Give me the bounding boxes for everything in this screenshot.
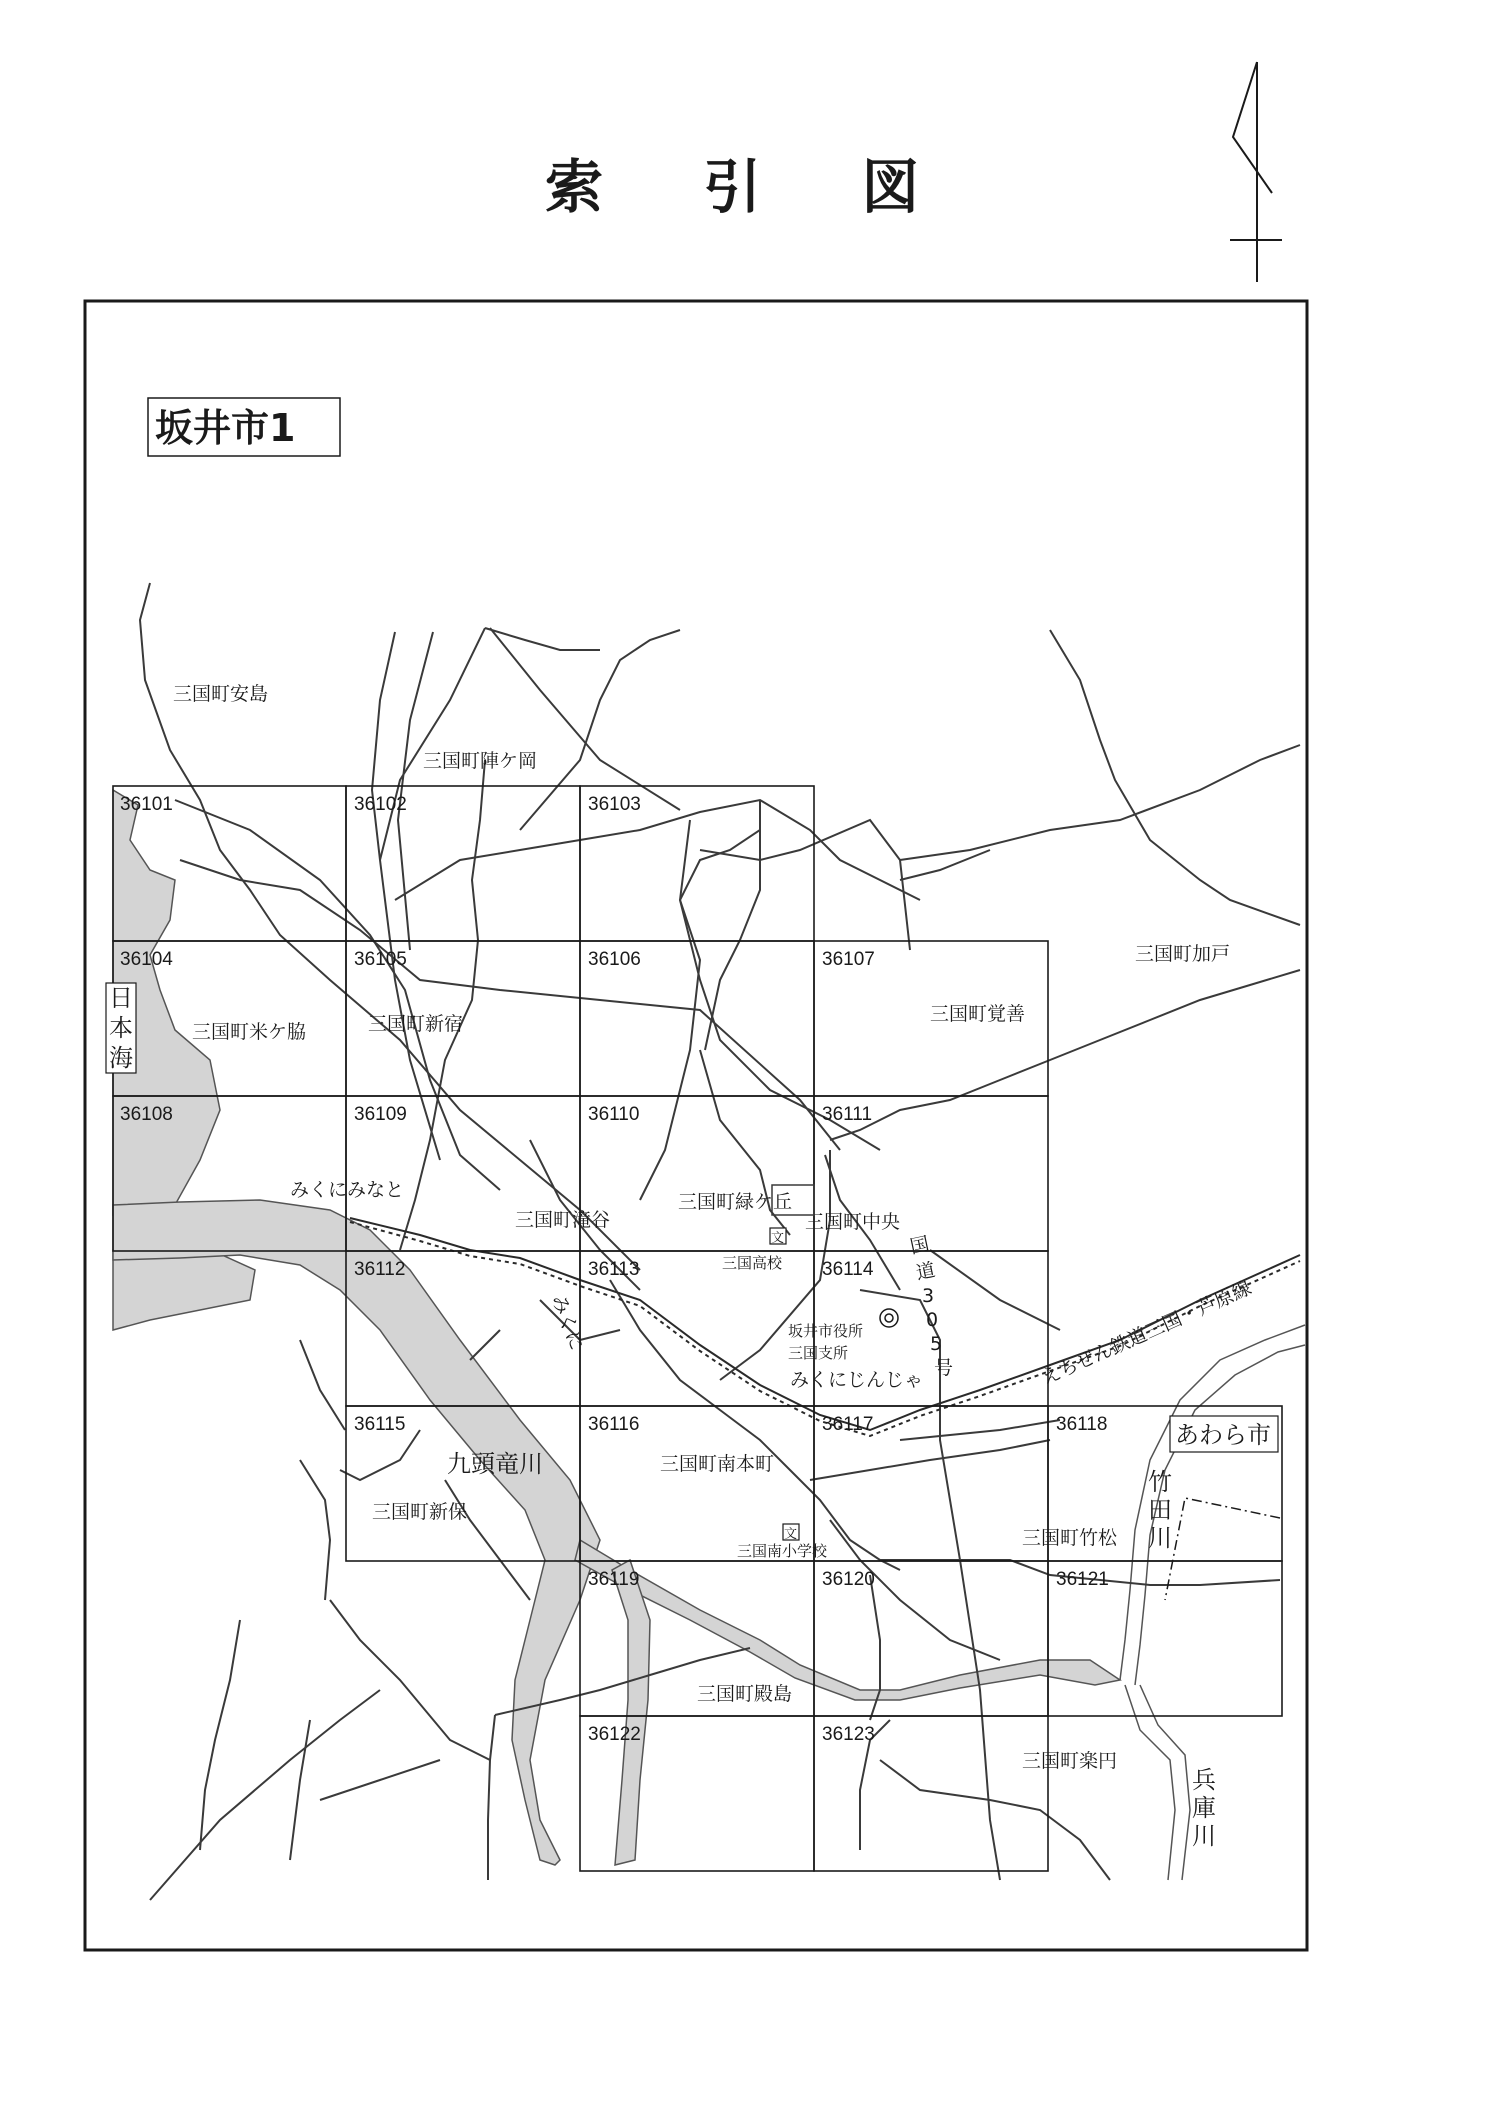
grid-id: 36106 [588,949,641,970]
grid-id: 36101 [120,794,173,815]
river-char: 川 [1192,1822,1216,1850]
river-char: 田 [1148,1496,1172,1524]
neighbor-city-label [1170,1416,1278,1452]
page-title: 索 引 図 [545,153,960,221]
grid-id: 36112 [354,1259,406,1280]
route-char: 3 [922,1285,935,1307]
place-mikuni-high: 三国高校 [722,1254,783,1272]
kuzuryu-channel [575,1540,1120,1700]
school-icon [783,1524,799,1542]
city-name: 坂井市1 [155,406,296,450]
grid-ids [120,794,1109,1745]
river-char: 川 [1148,1524,1172,1552]
place-echizen-line: えちぜん鉄道三国・芦原線 [1038,1276,1255,1390]
grid-id: 36105 [354,949,407,970]
grid-id: 36118 [1056,1414,1108,1435]
place-anto: 三国町安島 [173,683,269,705]
grid-id: 36110 [588,1104,640,1125]
grid-id: 36113 [588,1259,640,1280]
route-char: 号 [934,1357,954,1379]
place-kakuzen: 三国町覚善 [930,1003,1026,1025]
sea-char: 本 [109,1014,133,1042]
south-riverlet [612,1560,650,1865]
grid-id: 36104 [120,949,173,970]
takeda-river-label [1148,1468,1172,1552]
place-kado: 三国町加戸 [1135,943,1231,965]
place-minamihonmachi: 三国町南本町 [660,1453,775,1475]
place-takidani: 三国町滝谷 [515,1209,611,1231]
river-char: 庫 [1192,1794,1216,1822]
place-jingaoka: 三国町陣ケ岡 [423,750,538,772]
river-char: 兵 [1192,1766,1216,1794]
place-mikuni-jinja: みくにじんじゃ [790,1369,924,1391]
route305-label [908,1233,953,1379]
place-mikuni-station: みくに [547,1292,588,1354]
place-shinbo: 三国町新保 [372,1501,468,1523]
grid-id: 36116 [588,1414,640,1435]
grid-id: 36121 [1056,1569,1109,1590]
grid-id: 36107 [822,949,875,970]
sea-char: 日 [109,984,133,1012]
place-rakuen: 三国町楽円 [1022,1750,1118,1772]
north-arrow-icon [1230,62,1282,282]
route-char: 国 [908,1232,932,1259]
route-char: 5 [930,1333,943,1355]
place-kuzuryu: 九頭竜川 [447,1450,543,1478]
grid-id: 36119 [588,1569,640,1590]
place-city-office-2: 三国支所 [788,1344,849,1362]
grid-id: 36122 [588,1724,641,1745]
school-icon [770,1228,786,1246]
place-midorigaoka: 三国町緑ケ丘 [678,1191,793,1213]
sea-char: 海 [109,1044,133,1072]
place-chuo: 三国町中央 [805,1211,901,1233]
place-mikuni-minami-elem: 三国南小学校 [737,1542,828,1560]
grid-id: 36117 [822,1414,874,1435]
route-char: 0 [926,1309,939,1331]
grid-id: 36103 [588,794,641,815]
grid-id: 36123 [822,1724,875,1745]
grid-id: 36102 [354,794,407,815]
school-symbol: 文 [784,1527,798,1542]
route-char: 道 [914,1258,938,1285]
place-city-office-1: 坂井市役所 [788,1322,864,1340]
place-yonegawaki: 三国町米ケ脇 [192,1021,307,1043]
place-takematsu: 三国町竹松 [1022,1527,1118,1549]
grid-id: 36115 [354,1414,406,1435]
sea-label [106,983,136,1073]
grid-id: 36109 [354,1104,407,1125]
map-frame [85,301,1307,1950]
place-shinshuku: 三国町新宿 [368,1013,464,1035]
index-grid [113,786,1282,1871]
neighbor-city-name: あわら市 [1175,1421,1271,1449]
grid-id: 36120 [822,1569,875,1590]
hyogo-river-label [1192,1766,1216,1850]
city-office-icon [880,1309,898,1327]
grid-id: 36114 [822,1259,874,1280]
river-char: 竹 [1148,1468,1172,1496]
grid-id: 36111 [822,1104,873,1125]
place-mikuniminato: みくにみなと [290,1179,405,1201]
place-tonojima: 三国町殿島 [697,1683,793,1705]
grid-id: 36108 [120,1104,173,1125]
school-symbol: 文 [771,1231,785,1246]
city-label [148,398,340,456]
